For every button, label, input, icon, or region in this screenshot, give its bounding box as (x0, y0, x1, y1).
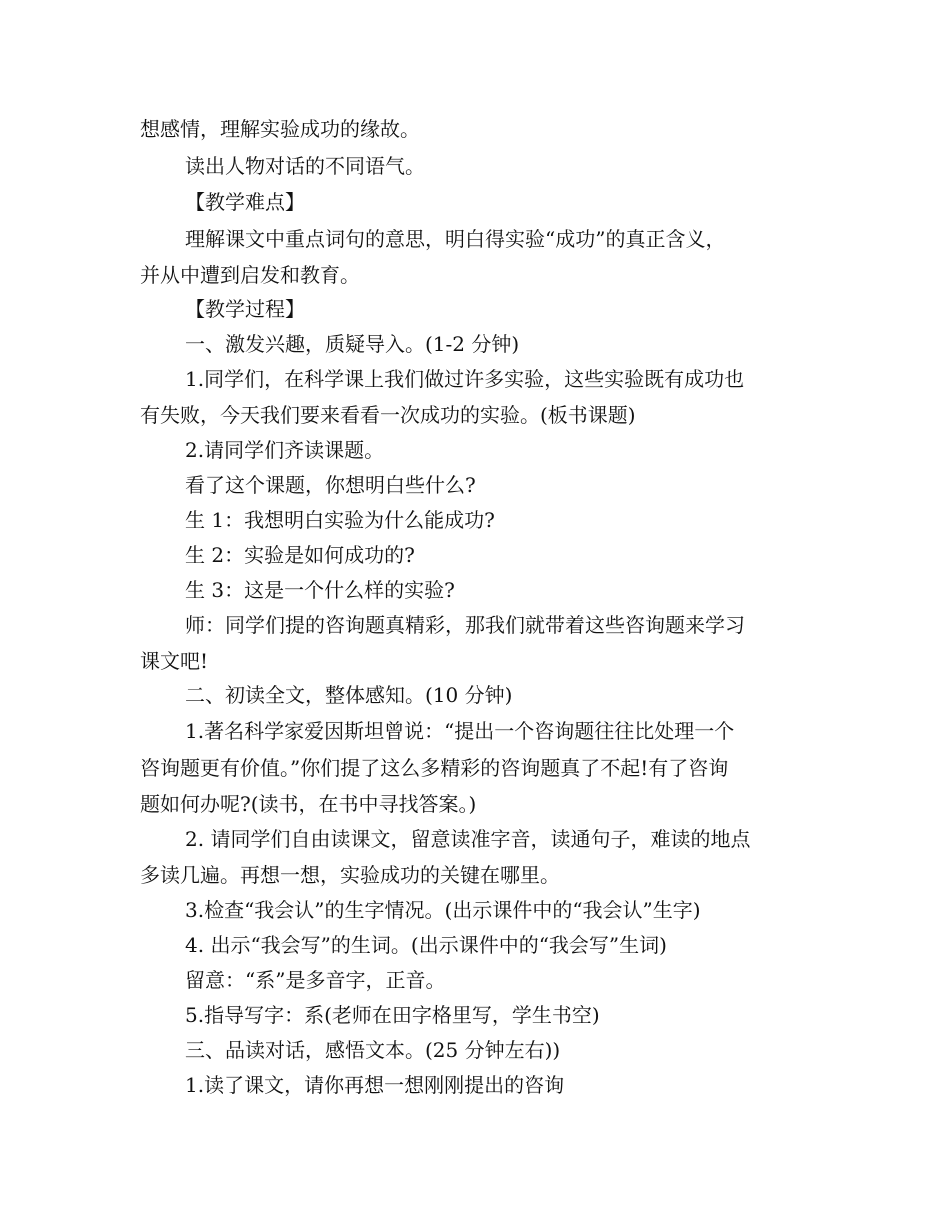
text-line: 题如何办呢?(读书，在书中寻找答案。) (140, 792, 477, 816)
text-line: 1.读了课文，请你再想一想刚刚提出的咨询 (185, 1073, 565, 1097)
text-line: 生 2：实验是如何成功的? (185, 543, 415, 567)
text-line: 理解课文中重点词句的意思，明白得实验“成功”的真正含义， (185, 227, 726, 251)
text-line: 课文吧! (140, 649, 209, 673)
section-heading: 【教学过程】 (185, 297, 305, 321)
text-line: 2. 请同学们自由读课文，留意读准字音，读通句子，难读的地点 (185, 827, 751, 851)
text-line: 3.检查“我会认”的生字情况。(出示课件中的“我会认”生字) (185, 898, 701, 922)
text-line: 多读几遍。再想一想，实验成功的关键在哪里。 (140, 863, 560, 887)
text-line: 1.著名科学家爱因斯坦曾说：“提出一个咨询题往往比处理一个 (185, 719, 735, 743)
text-line: 留意：“系”是多音字，正音。 (185, 968, 446, 992)
text-line: 咨询题更有价值。”你们提了这么多精彩的咨询题真了不起!有了咨询 (140, 756, 729, 780)
text-line: 有失败，今天我们要来看看一次成功的实验。(板书课题) (140, 403, 636, 427)
text-line: 4. 出示“我会写”的生词。(出示课件中的“我会写”生词) (185, 933, 667, 957)
text-line: 并从中遭到启发和教育。 (140, 263, 360, 287)
subsection-heading: 三、品读对话，感悟文本。(25 分钟左右)) (185, 1038, 561, 1062)
text-line: 1.同学们，在科学课上我们做过许多实验，这些实验既有成功也 (185, 367, 745, 391)
text-line: 5.指导写字：系(老师在田字格里写，学生书空) (185, 1003, 600, 1027)
text-line: 2.请同学们齐读课题。 (185, 438, 385, 462)
text-line: 生 3：这是一个什么样的实验? (185, 578, 455, 602)
section-heading: 【教学难点】 (185, 190, 305, 214)
text-line: 读出人物对话的不同语气。 (185, 154, 425, 178)
subsection-heading: 二、初读全文，整体感知。(10 分钟) (185, 683, 513, 707)
subsection-heading: 一、激发兴趣，质疑导入。(1-2 分钟) (185, 332, 520, 356)
text-line: 生 1：我想明白实验为什么能成功? (185, 508, 495, 532)
text-line: 想感情，理解实验成功的缘故。 (140, 117, 420, 141)
text-line: 师：同学们提的咨询题真精彩，那我们就带着这些咨询题来学习 (185, 613, 745, 637)
text-line: 看了这个课题，你想明白些什么? (185, 473, 476, 497)
